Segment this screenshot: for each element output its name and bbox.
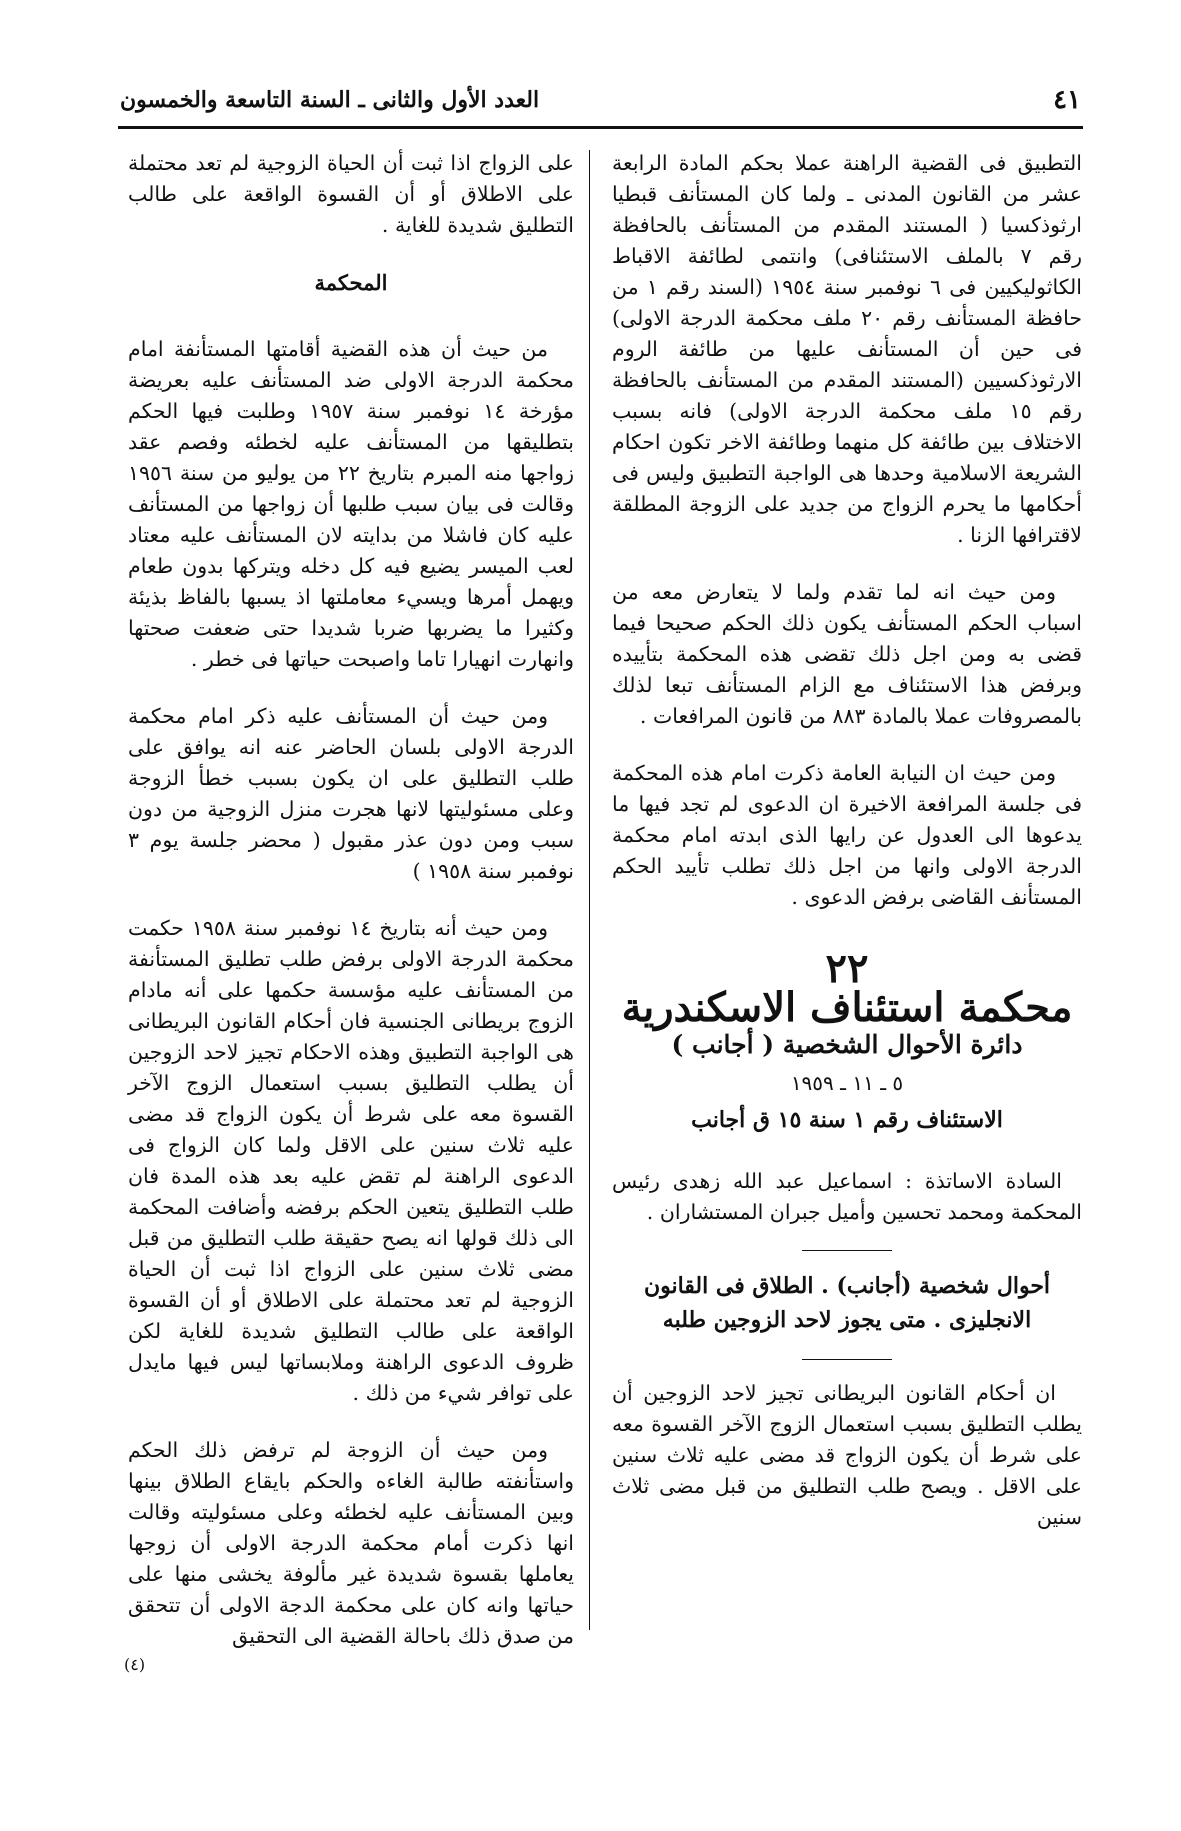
issue-title: العدد الأول والثانى ـ السنة التاسعة والخمسون [120,87,540,113]
circuit-name: دائرة الأحوال الشخصية ( أجانب ) [671,1030,1023,1059]
column-divider [589,150,590,1630]
left-paragraph-1: من حيث أن هذه القضية أقامتها المستأنفة امام محكمة الدرجة الاولى ضد المستأنف عليه بعريضة مؤرخة ١٤ نوفمبر سنة ١٩٥٧ وطلبت فيها الحكم بتطليقها من المستأنف عليه لخطئه وفصم عقد زواجها منه المبرم بتاريخ ٢٢ من يوليو من سنة ١٩٥٦ وقالت فى بيان سبب طلبها أن زواجها من المستأنف عليه كان فاشلا من بدايته لان المستأنف عليه معتاد لعب الميسر يضيع فيه كل دخله ويتركها بدون طعام ويهمل أمرها ويسيء معاملتها اذ يسبها بالفاظ بذيئة وكثيرا ما يضربها ضربا شديدا حتى ضعفت صحتها وانهارت انهيارا تاما واصبحت حياتها فى خطر . [128,337,574,671]
judges-panel: السادة الاساتذة : اسماعيل عبد الله زهدى رئيس المحكمة ومحمد تحسين وأميل جبران المستشاران . [612,1169,1082,1224]
right-paragraph-2: ومن حيث انه لما تقدم ولما لا يتعارض معه من اسباب الحكم المستأنف يكون ذلك الحكم صحيحا فيما قضى به ومن اجل ذلك تقضى هذه المحكمة بتأييده وبرفض هذا الاستئناف مع الزام المستأنف تبعا لذلك بالمصروفات عملا بالمادة ٨٨٣ من قانون المرافعات . [612,580,1082,728]
left-intro: على الزواج اذا ثبت أن الحياة الزوجية لم تعد محتملة على الاطلاق أو أن القسوة الواقعة على طالب التطليق شديدة للغاية . [128,151,574,237]
case-summary: ان أحكام القانون البريطانى تجيز لاحد الزوجين أن يطلب التطليق بسبب استعمال الزوج الآخر القسوة معه على شرط أن يكون الزواج قد مضى عليه ثلاث سنين على الاقل . ويصح طلب التطليق من قبل مضى ثلاث سنين [612,1381,1082,1529]
court-heading: المحكمة [314,270,388,295]
judgment-date: ٥ ـ ١١ ـ ١٩٥٩ [790,1071,904,1095]
right-column [612,148,1082,1559]
case-number: ٢٢ [825,945,869,992]
court-name: محكمة استئناف الاسكندرية [621,984,1073,1031]
right-paragraph-1: التطبيق فى القضية الراهنة عملا بحكم المادة الرابعة عشر من القانون المدنى ـ ولما كان المستأنف قبطيا ارثوذكسيا ( المستند المقدم من المستأنف بالحافظة رقم ٧ بالملف الاستئنافى) وانتمى لطائفة الاقباط الكاثوليكيين فى ٦ نوفمبر سنة ١٩٥٤ (السند رقم ١ من حافظة المستأنف رقم ٢٠ ملف محكمة الدرجة الاولى) فى حين أن المستأنف عليها من طائفة الروم الارثوذكسيين (المستند المقدم من المستأنف بالحافظة رقم ١٥ ملف محكمة الدرجة الاولى) فانه بسبب الاختلاف بين طائفة كل منهما وطائفة الاخر تكون احكام الشريعة الاسلامية وحدها هى الواجبة التطبيق وليس فى أحكامها ما يحرم الزواج من جديد على الزوجة المطلقة لاقترافها الزنا . [612,151,1083,547]
section-rule [802,1250,892,1251]
appeal-reference: الاستئناف رقم ١ سنة ١٥ ق أجانب [691,1107,1003,1133]
left-column [128,148,574,1678]
left-paragraph-3: ومن حيث أنه بتاريخ ١٤ نوفمبر سنة ١٩٥٨ حكمت محكمة الدرجة الاولى برفض طلب تطليق المستأنفة من المستأنف عليه مؤسسة حكمها على أنه مادام الزوج بريطانى الجنسية فان أحكام القانون البريطانى هى الواجبة التطبيق وهذه الاحكام تجيز لاحد الزوجين أن يطلب التطليق بسبب استعمال الزوج الآخر القسوة معه على شرط أن يكون الزواج قد مضى عليه ثلاث سنين على الاقل ولما كان الزواج فى الدعوى الراهنة لم تقض عليه بعد هذه المدة فان طلب التطليق يتعين الحكم برفضه وأضافت المحكمة الى ذلك قولها انه يصح حقيقة طلب التطليق من قبل مضى ثلاث سنين على الزواج اذا ثبت أن الحياة الزوجية لم تعد محتملة على الاطلاق أو أن القسوة الواقعة على طالب التطليق شديدة للغاية لكن ظروف الدعوى الراهنة وملابساتها ليس فيها مايدل على توافر شيء من ذلك . [128,916,574,1405]
right-paragraph-3: ومن حيث ان النيابة العامة ذكرت امام هذه المحكمة فى جلسة المرافعة الاخيرة ان الدعوى لم تجد فيها ما يدعوها الى العدول عن رايها الذى ابدته امام محكمة الدرجة الاولى وانها من اجل ذلك تطلب تأييد الحكم المستأنف القاضى برفض الدعوى . [612,761,1082,909]
page-header [120,80,1081,120]
page-number: ٤١ [1053,85,1081,115]
section-rule-2 [802,1359,892,1360]
left-paragraph-2: ومن حيث أن المستأنف عليه ذكر امام محكمة الدرجة الاولى بلسان الحاضر عنه انه يوافق على طلب التطليق على ان يكون بسبب خطأ الزوجة وعلى مسئوليتها لانها هجرت منزل الزوجية من دون سبب ومن دون عذر مقبول ( محضر جلسة يوم ٣ نوفمبر سنة ١٩٥٨ ) [128,704,574,883]
case-subject: أحوال شخصية (أجانب) . الطلاق فى القانون الانجليزى . متى يجوز لاحد الزوجين طلبه [643,1273,1051,1333]
left-paragraph-4: ومن حيث أن الزوجة لم ترفض ذلك الحكم واستأنفته طالبة الغاءه والحكم بايقاع الطلاق بينها وبين المستأنف عليه لخطئه وعلى مسئوليته وقالت انها ذكرت أمام محكمة الدرجة الاولى أن زوجها يعاملها بقسوة شديدة غير مألوفة يخشى منها على حياتها وانه كان على محكمة الدجة الاولى أن تتحقق من صدق ذلك باحالة القضية الى التحقيق [128,1438,574,1648]
header-rule [118,126,1083,129]
sheet-signature: (٤) [124,1655,146,1674]
